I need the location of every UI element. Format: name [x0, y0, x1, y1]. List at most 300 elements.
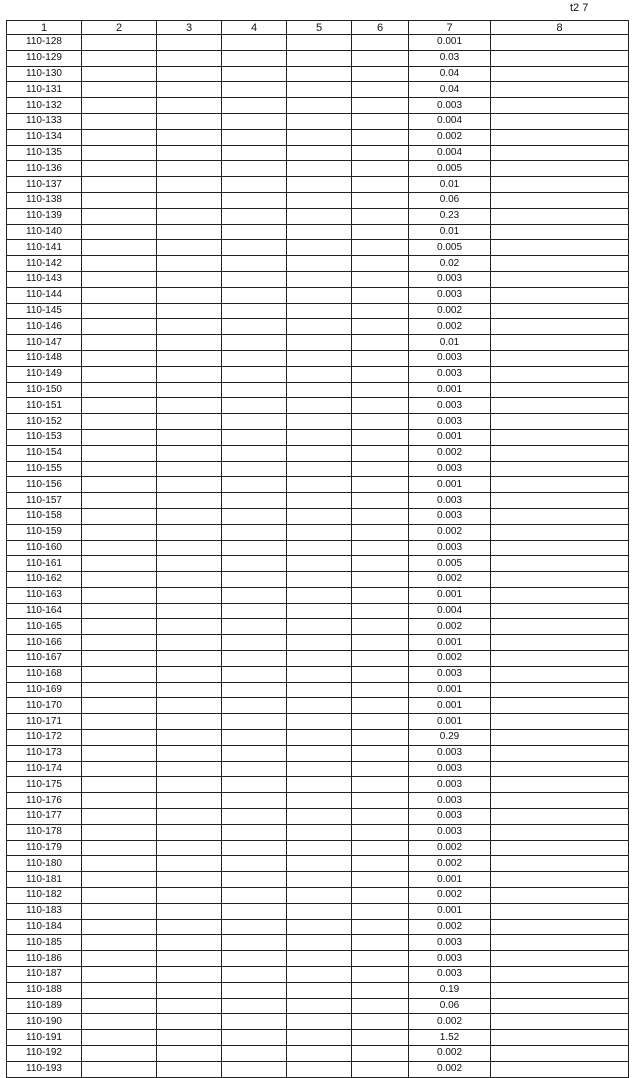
value-cell: 0.002 [409, 524, 491, 540]
empty-cell [82, 445, 157, 461]
empty-cell [82, 493, 157, 509]
value-cell: 0.003 [409, 287, 491, 303]
sample-id-cell: 110-139 [7, 208, 82, 224]
empty-cell [82, 730, 157, 746]
table-row [7, 587, 629, 603]
sample-id-cell: 110-148 [7, 350, 82, 366]
empty-cell [157, 809, 222, 825]
sample-id-cell: 110-149 [7, 366, 82, 382]
empty-cell [491, 35, 629, 51]
table-row [7, 1030, 629, 1046]
empty-cell [82, 319, 157, 335]
empty-cell [491, 698, 629, 714]
empty-cell [82, 919, 157, 935]
empty-cell [352, 98, 409, 114]
empty-cell [287, 177, 352, 193]
empty-cell [352, 967, 409, 983]
empty-cell [352, 82, 409, 98]
empty-cell [287, 635, 352, 651]
empty-cell [82, 508, 157, 524]
empty-cell [491, 919, 629, 935]
empty-cell [222, 50, 287, 66]
sample-id-cell: 110-157 [7, 493, 82, 509]
empty-cell [157, 398, 222, 414]
empty-cell [222, 635, 287, 651]
empty-cell [491, 603, 629, 619]
value-cell: 0.003 [409, 350, 491, 366]
sample-id-cell: 110-138 [7, 192, 82, 208]
sample-id-cell: 110-168 [7, 666, 82, 682]
table-row [7, 366, 629, 382]
empty-cell [287, 445, 352, 461]
table-row [7, 714, 629, 730]
empty-cell [157, 161, 222, 177]
empty-cell [82, 524, 157, 540]
empty-cell [82, 366, 157, 382]
empty-cell [222, 1030, 287, 1046]
empty-cell [287, 256, 352, 272]
empty-cell [222, 761, 287, 777]
value-cell: 0.001 [409, 872, 491, 888]
empty-cell [82, 540, 157, 556]
sample-id-cell: 110-167 [7, 651, 82, 667]
sample-id-cell: 110-145 [7, 303, 82, 319]
empty-cell [491, 50, 629, 66]
empty-cell [157, 524, 222, 540]
empty-cell [222, 587, 287, 603]
empty-cell [157, 477, 222, 493]
empty-cell [491, 761, 629, 777]
value-cell: 0.001 [409, 429, 491, 445]
empty-cell [82, 903, 157, 919]
empty-cell [352, 192, 409, 208]
empty-cell [352, 50, 409, 66]
empty-cell [287, 508, 352, 524]
empty-cell [222, 951, 287, 967]
table-row [7, 240, 629, 256]
sample-id-cell: 110-175 [7, 777, 82, 793]
sample-id-cell: 110-185 [7, 935, 82, 951]
empty-cell [491, 477, 629, 493]
empty-cell [82, 682, 157, 698]
sample-id-cell: 110-129 [7, 50, 82, 66]
sample-id-cell: 110-181 [7, 872, 82, 888]
column-header: 2 [82, 21, 157, 35]
empty-cell [222, 319, 287, 335]
empty-cell [222, 66, 287, 82]
empty-cell [352, 161, 409, 177]
empty-cell [222, 603, 287, 619]
empty-cell [82, 161, 157, 177]
empty-cell [352, 761, 409, 777]
empty-cell [287, 98, 352, 114]
empty-cell [491, 714, 629, 730]
empty-cell [222, 271, 287, 287]
empty-cell [491, 113, 629, 129]
value-cell: 0.001 [409, 382, 491, 398]
empty-cell [157, 382, 222, 398]
empty-cell [352, 998, 409, 1014]
empty-cell [352, 556, 409, 572]
empty-cell [82, 982, 157, 998]
table-row [7, 1014, 629, 1030]
empty-cell [157, 1061, 222, 1077]
empty-cell [82, 1061, 157, 1077]
empty-cell [491, 730, 629, 746]
value-cell: 0.003 [409, 666, 491, 682]
empty-cell [287, 982, 352, 998]
sample-id-cell: 110-155 [7, 461, 82, 477]
empty-cell [82, 113, 157, 129]
empty-cell [491, 651, 629, 667]
empty-cell [491, 98, 629, 114]
table-row [7, 350, 629, 366]
empty-cell [352, 477, 409, 493]
empty-cell [287, 335, 352, 351]
empty-cell [222, 398, 287, 414]
value-cell: 1.52 [409, 1030, 491, 1046]
empty-cell [352, 177, 409, 193]
table-row [7, 840, 629, 856]
sample-id-cell: 110-151 [7, 398, 82, 414]
empty-cell [491, 524, 629, 540]
empty-cell [287, 350, 352, 366]
table-row [7, 113, 629, 129]
value-cell: 0.003 [409, 398, 491, 414]
empty-cell [352, 793, 409, 809]
empty-cell [157, 145, 222, 161]
table-row [7, 129, 629, 145]
table-row [7, 208, 629, 224]
empty-cell [222, 129, 287, 145]
empty-cell [352, 619, 409, 635]
empty-cell [222, 840, 287, 856]
empty-cell [287, 935, 352, 951]
empty-cell [222, 256, 287, 272]
empty-cell [352, 824, 409, 840]
empty-cell [287, 698, 352, 714]
empty-cell [491, 398, 629, 414]
value-cell: 0.23 [409, 208, 491, 224]
empty-cell [287, 556, 352, 572]
empty-cell [157, 1046, 222, 1062]
empty-cell [287, 192, 352, 208]
value-cell: 0.001 [409, 587, 491, 603]
table-row [7, 98, 629, 114]
empty-cell [287, 82, 352, 98]
empty-cell [157, 651, 222, 667]
empty-cell [491, 177, 629, 193]
empty-cell [82, 761, 157, 777]
value-cell: 0.005 [409, 240, 491, 256]
empty-cell [491, 824, 629, 840]
empty-cell [287, 429, 352, 445]
empty-cell [491, 856, 629, 872]
empty-cell [491, 777, 629, 793]
empty-cell [352, 129, 409, 145]
empty-cell [82, 793, 157, 809]
empty-cell [82, 651, 157, 667]
empty-cell [222, 303, 287, 319]
empty-cell [157, 35, 222, 51]
sample-id-cell: 110-191 [7, 1030, 82, 1046]
table-row [7, 398, 629, 414]
value-cell: 0.001 [409, 682, 491, 698]
table-row [7, 572, 629, 588]
table-row [7, 888, 629, 904]
empty-cell [222, 903, 287, 919]
sample-id-cell: 110-130 [7, 66, 82, 82]
value-cell: 0.06 [409, 192, 491, 208]
table-row [7, 951, 629, 967]
empty-cell [157, 698, 222, 714]
empty-cell [82, 271, 157, 287]
empty-cell [491, 224, 629, 240]
sample-id-cell: 110-177 [7, 809, 82, 825]
empty-cell [287, 967, 352, 983]
sample-id-cell: 110-182 [7, 888, 82, 904]
empty-cell [352, 714, 409, 730]
value-cell: 0.02 [409, 256, 491, 272]
value-cell: 0.003 [409, 935, 491, 951]
empty-cell [82, 777, 157, 793]
table-row [7, 1061, 629, 1077]
empty-cell [82, 192, 157, 208]
empty-cell [222, 809, 287, 825]
empty-cell [157, 903, 222, 919]
empty-cell [287, 540, 352, 556]
sample-id-cell: 110-176 [7, 793, 82, 809]
empty-cell [222, 477, 287, 493]
empty-cell [157, 335, 222, 351]
empty-cell [491, 240, 629, 256]
empty-cell [157, 635, 222, 651]
sample-id-cell: 110-160 [7, 540, 82, 556]
table-row [7, 967, 629, 983]
value-cell: 0.004 [409, 603, 491, 619]
empty-cell [222, 208, 287, 224]
empty-cell [352, 840, 409, 856]
empty-cell [82, 66, 157, 82]
empty-cell [157, 303, 222, 319]
empty-cell [82, 35, 157, 51]
value-cell: 0.003 [409, 540, 491, 556]
sample-id-cell: 110-159 [7, 524, 82, 540]
empty-cell [287, 477, 352, 493]
empty-cell [287, 888, 352, 904]
table-row [7, 445, 629, 461]
empty-cell [222, 619, 287, 635]
empty-cell [287, 287, 352, 303]
empty-cell [491, 619, 629, 635]
empty-cell [287, 572, 352, 588]
sample-id-cell: 110-150 [7, 382, 82, 398]
value-cell: 0.003 [409, 271, 491, 287]
sample-id-cell: 110-140 [7, 224, 82, 240]
empty-cell [222, 888, 287, 904]
empty-cell [222, 145, 287, 161]
table-row [7, 508, 629, 524]
table-row [7, 287, 629, 303]
empty-cell [287, 161, 352, 177]
empty-cell [82, 1030, 157, 1046]
empty-cell [157, 287, 222, 303]
table-row [7, 745, 629, 761]
empty-cell [157, 919, 222, 935]
empty-cell [491, 445, 629, 461]
empty-cell [157, 66, 222, 82]
empty-cell [222, 224, 287, 240]
empty-cell [491, 319, 629, 335]
empty-cell [157, 508, 222, 524]
empty-cell [82, 872, 157, 888]
table-row [7, 666, 629, 682]
empty-cell [157, 572, 222, 588]
empty-cell [491, 540, 629, 556]
empty-cell [157, 461, 222, 477]
table-row [7, 603, 629, 619]
empty-cell [287, 208, 352, 224]
empty-cell [352, 1061, 409, 1077]
sample-id-cell: 110-141 [7, 240, 82, 256]
value-cell: 0.04 [409, 66, 491, 82]
empty-cell [82, 809, 157, 825]
empty-cell [352, 1046, 409, 1062]
empty-cell [157, 872, 222, 888]
empty-cell [157, 271, 222, 287]
sample-id-cell: 110-161 [7, 556, 82, 572]
table-row [7, 161, 629, 177]
value-cell: 0.001 [409, 698, 491, 714]
empty-cell [287, 35, 352, 51]
empty-cell [287, 1061, 352, 1077]
empty-cell [491, 809, 629, 825]
empty-cell [157, 935, 222, 951]
table-row [7, 477, 629, 493]
empty-cell [82, 208, 157, 224]
empty-cell [352, 350, 409, 366]
table-row [7, 1046, 629, 1062]
empty-cell [82, 98, 157, 114]
sample-id-cell: 110-174 [7, 761, 82, 777]
empty-cell [157, 745, 222, 761]
empty-cell [82, 587, 157, 603]
empty-cell [157, 208, 222, 224]
empty-cell [287, 777, 352, 793]
table-row [7, 35, 629, 51]
value-cell: 0.002 [409, 1061, 491, 1077]
empty-cell [491, 366, 629, 382]
empty-cell [157, 888, 222, 904]
empty-cell [82, 572, 157, 588]
table-row [7, 619, 629, 635]
empty-cell [222, 524, 287, 540]
empty-cell [491, 745, 629, 761]
empty-cell [352, 745, 409, 761]
empty-cell [222, 1046, 287, 1062]
empty-cell [287, 919, 352, 935]
value-cell: 0.06 [409, 998, 491, 1014]
empty-cell [82, 335, 157, 351]
empty-cell [157, 192, 222, 208]
empty-cell [491, 429, 629, 445]
table-row [7, 145, 629, 161]
empty-cell [157, 824, 222, 840]
empty-cell [287, 745, 352, 761]
empty-cell [222, 967, 287, 983]
empty-cell [287, 382, 352, 398]
sample-id-cell: 110-137 [7, 177, 82, 193]
table-row [7, 682, 629, 698]
empty-cell [352, 287, 409, 303]
empty-cell [287, 951, 352, 967]
empty-cell [157, 414, 222, 430]
empty-cell [157, 319, 222, 335]
empty-cell [352, 414, 409, 430]
empty-cell [491, 508, 629, 524]
table-row [7, 730, 629, 746]
table-row [7, 777, 629, 793]
empty-cell [82, 177, 157, 193]
empty-cell [222, 824, 287, 840]
empty-cell [287, 303, 352, 319]
empty-cell [222, 287, 287, 303]
table-row [7, 761, 629, 777]
empty-cell [222, 429, 287, 445]
empty-cell [222, 192, 287, 208]
column-header: 4 [222, 21, 287, 35]
empty-cell [352, 777, 409, 793]
empty-cell [491, 1030, 629, 1046]
value-cell: 0.003 [409, 366, 491, 382]
empty-cell [352, 856, 409, 872]
sample-id-cell: 110-179 [7, 840, 82, 856]
sample-id-cell: 110-171 [7, 714, 82, 730]
value-cell: 0.04 [409, 82, 491, 98]
sample-id-cell: 110-184 [7, 919, 82, 935]
empty-cell [352, 271, 409, 287]
empty-cell [491, 587, 629, 603]
empty-cell [287, 998, 352, 1014]
empty-cell [352, 493, 409, 509]
table-row [7, 935, 629, 951]
value-cell: 0.03 [409, 50, 491, 66]
value-cell: 0.002 [409, 840, 491, 856]
empty-cell [157, 730, 222, 746]
empty-cell [222, 366, 287, 382]
empty-cell [82, 50, 157, 66]
sample-id-cell: 110-153 [7, 429, 82, 445]
empty-cell [491, 967, 629, 983]
empty-cell [352, 919, 409, 935]
empty-cell [287, 666, 352, 682]
empty-cell [491, 414, 629, 430]
empty-cell [222, 382, 287, 398]
table-row [7, 382, 629, 398]
empty-cell [222, 508, 287, 524]
empty-cell [157, 777, 222, 793]
empty-cell [287, 1014, 352, 1030]
empty-cell [222, 414, 287, 430]
empty-cell [352, 603, 409, 619]
sample-id-cell: 110-158 [7, 508, 82, 524]
empty-cell [491, 161, 629, 177]
empty-cell [82, 603, 157, 619]
empty-cell [157, 113, 222, 129]
table-row [7, 256, 629, 272]
empty-cell [157, 982, 222, 998]
sample-id-cell: 110-162 [7, 572, 82, 588]
